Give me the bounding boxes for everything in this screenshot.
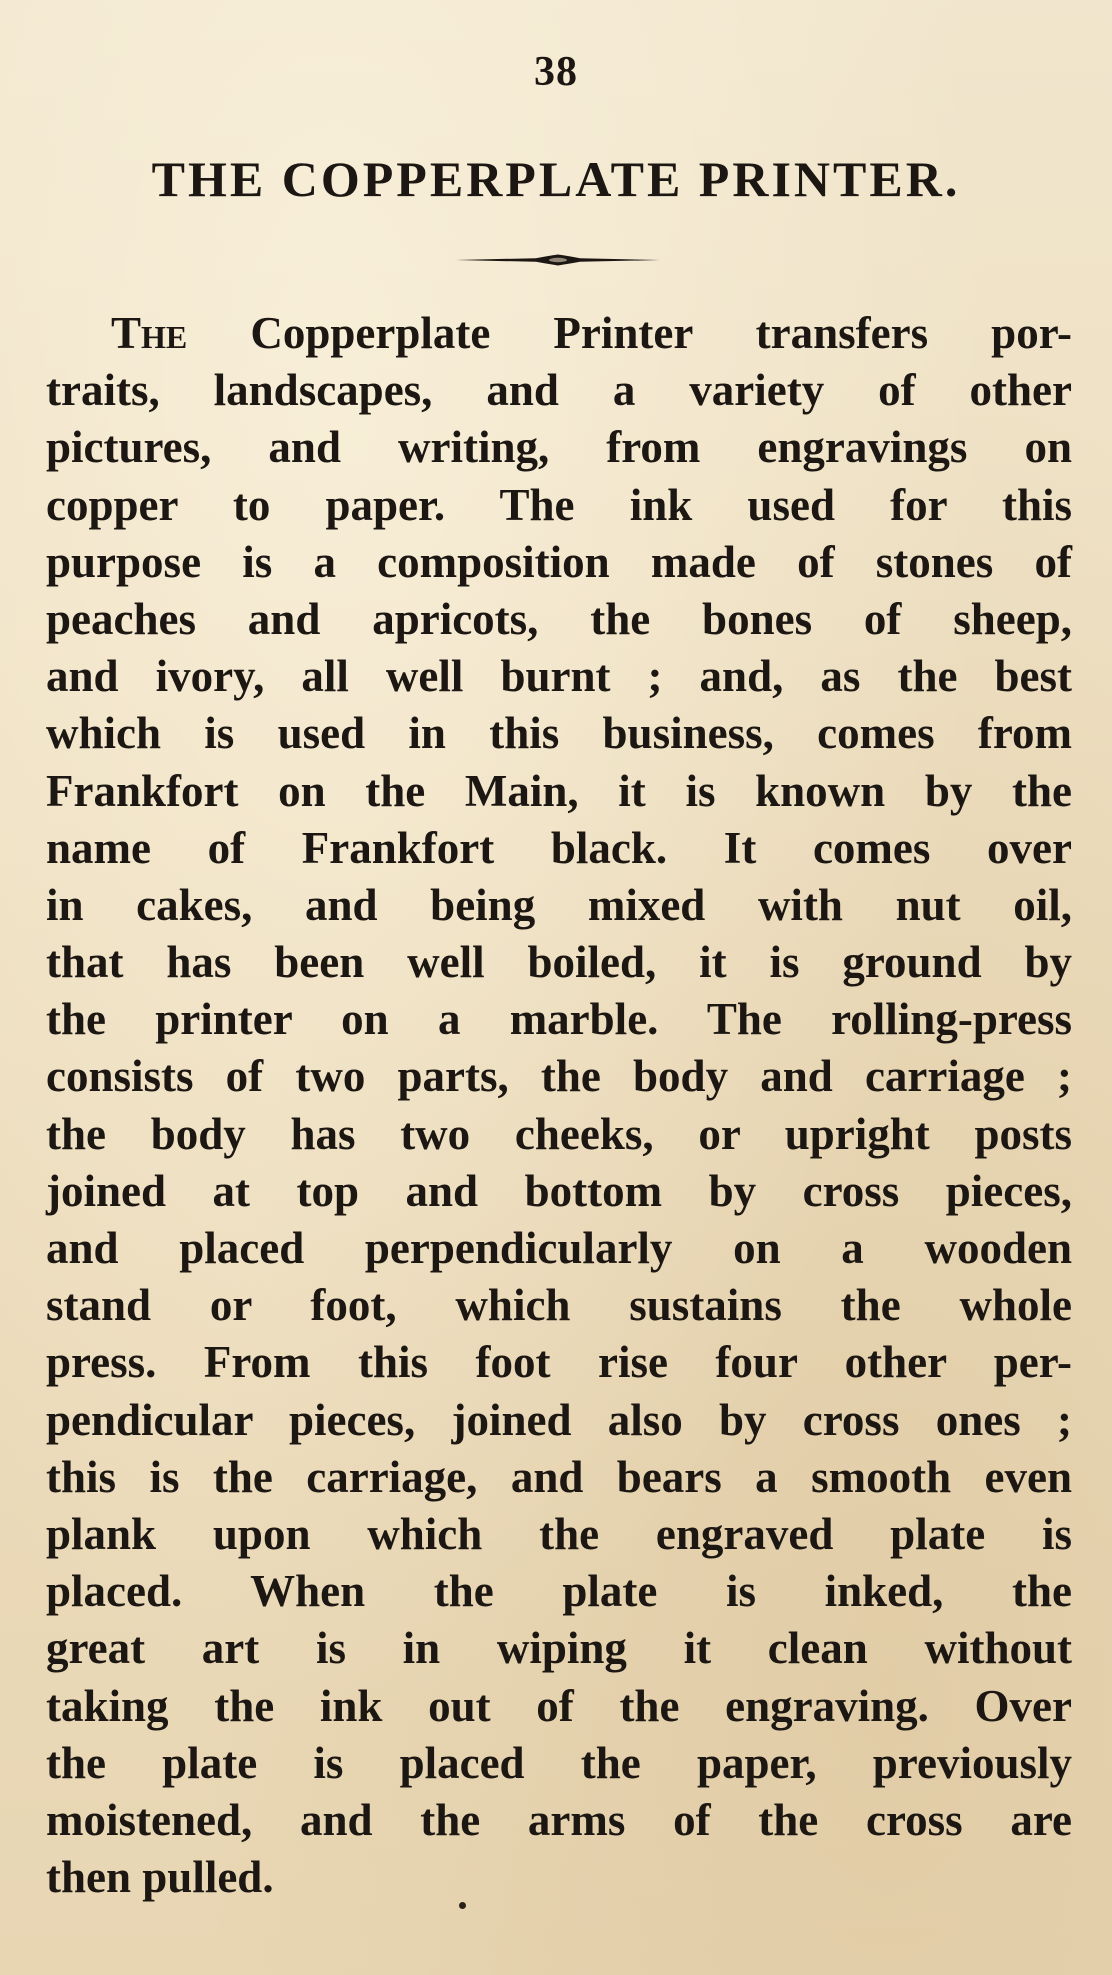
text-line: in cakes, and being mixed with nut oil, [46,879,1072,930]
text-line [46,305,1072,362]
text-line: that has been well boiled, it is ground by [46,937,1072,988]
text-line: the printer on a marble. The rolling-press [46,994,1072,1045]
page-number: 38 [534,49,578,95]
text-line: this is the carriage, and bears a smooth even [46,1451,1072,1502]
text-line: taking the ink out of the engraving. Over [46,1680,1072,1731]
text-line: pendicular pieces, joined also by cross ones ; [46,1394,1072,1445]
text-line: and ivory, all well burnt ; and, as the best [46,651,1072,702]
text-line: Frankfort on the Main, it is known by the [46,765,1072,816]
ornamental-rule-icon [456,254,660,266]
ink-dot [459,1902,466,1909]
text-line: and placed perpendicularly on a wooden [46,1223,1072,1273]
text-line: placed. When the plate is inked, the [46,1566,1072,1617]
text-line: purpose is a composition made of stones of [46,536,1072,587]
text-line: traits, landscapes, and a variety of other [46,365,1072,416]
lead-word: The [111,308,188,358]
text-line: copper to paper. The ink used for this [46,479,1072,530]
text-line: the body has two cheeks, or upright posts [46,1108,1072,1159]
text-line: press. From this foot rise four other per- [46,1337,1072,1388]
text-line: name of Frankfort black. It comes over [46,822,1072,873]
text-line-content: Copperplate Printer transfers por- [187,308,1072,358]
text-line: pictures, and writing, from engravings on [46,422,1072,473]
text-line: joined at top and bottom by cross pieces, [46,1165,1072,1216]
text-line: plank upon which the engraved plate is [46,1508,1072,1559]
text-line: stand or foot, which sustains the whole [46,1280,1072,1331]
body-paragraph [46,305,1072,1906]
text-line: peaches and apricots, the bones of sheep, [46,593,1072,644]
text-line: great art is in wiping it clean without [46,1623,1072,1674]
text-line: the plate is placed the paper, previously [46,1737,1072,1788]
text-line: moistened, and the arms of the cross are [46,1794,1072,1845]
text-line: then pulled. [46,1852,274,1903]
text-line: consists of two parts, the body and carriage ; [46,1051,1072,1102]
text-line: which is used in this business, comes from [46,708,1072,759]
chapter-title: THE COPPERPLATE PRINTER. [151,151,961,207]
